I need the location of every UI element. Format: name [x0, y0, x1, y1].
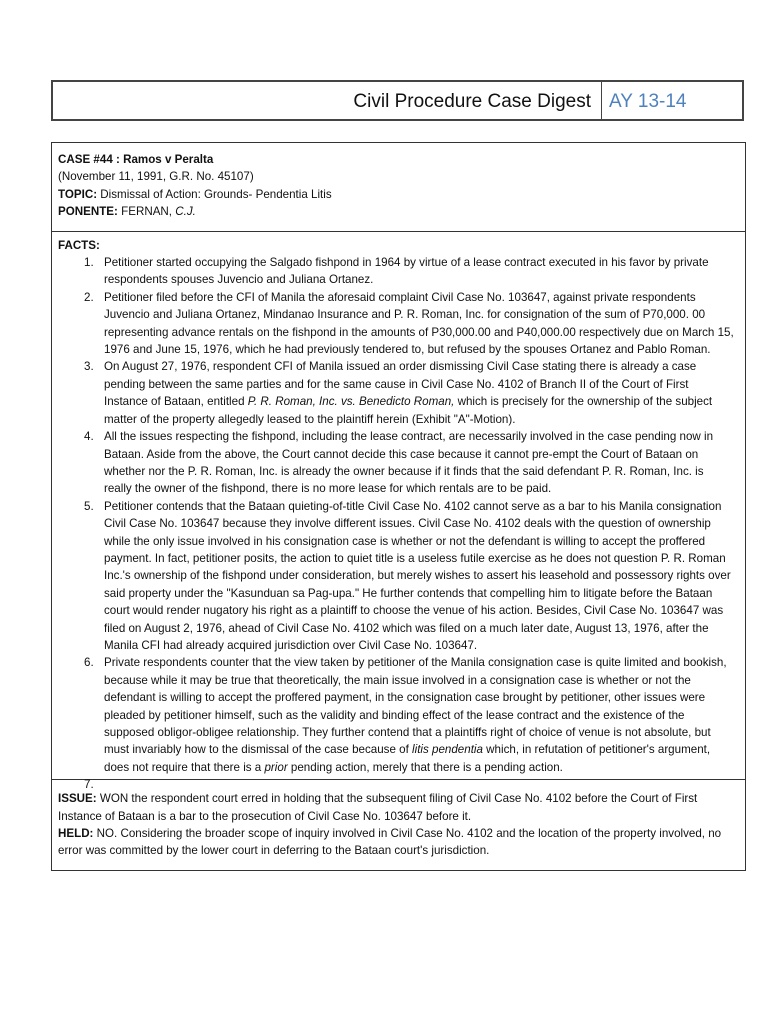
- held-text: NO. Considering the broader scope of inquiry involved in Civil Case No. 4102 and the location of the property involved, no error was committed by the lower court in deferring to the Bataan court's jurisdiction.: [58, 827, 722, 858]
- issue-text: WON the respondent court erred in holding that the subsequent filing of Civil Case No. 4102 before the Court of First Instance of Bataan is a bar to the prosecution of Civil Case No. 103647 before it.: [58, 792, 698, 823]
- case-label: CASE #44 : Ramos v Peralta: [58, 153, 214, 166]
- fact-number: 2.: [84, 290, 94, 304]
- digest-header: [51, 80, 744, 121]
- ponente-label: PONENTE:: [58, 205, 118, 219]
- fact-text: All the issues respecting the fishpond, including the lease contract, are necessarily involved in the case pending now in Bataan. Aside from the above, the Court cannot decide this case because it cannot pre-empt the Court of Bataan on whether nor the P. R. Roman, Inc. is already the owner because if it finds that the said defendant P. R. Roman, Inc. is really the owner of the fishpond, there is no more lease for which rentals are to be paid.: [104, 430, 714, 496]
- academic-year: AY 13-14: [609, 91, 687, 112]
- digest-title: Civil Procedure Case Digest: [53, 82, 602, 119]
- ponente-name: FERNAN,: [117, 205, 176, 219]
- held-paragraph: [58, 825, 738, 860]
- topic-value: Dismissal of Action: Grounds- Pendentia Litis: [97, 187, 332, 201]
- fact-italic-text: P. R. Roman, Inc. vs. Benedicto Roman,: [247, 395, 455, 409]
- fact-text: Petitioner contends that the Bataan quieting-of-title Civil Case No. 4102 cannot serve as a bar to his Manila consignation Civil Case No. 103647 because they involve different issues. Civil Case No. 4102 deals with the question of ownership while the only issue involved in his consignation case is whether or not the defendant is willing to accept the proffered payment. In fact, petitioner posits, the action to quiet title is a useless futile exercise as he does not question P. R. Roman Inc.'s ownership of the fishpond under consideration, but merely wishes to assert his leasehold and possessory rights over said property under the "Kasunduan sa Pag-upa." He further contends that compelling him to litigate before the Bataan court would render nugatory his right as a plaintiff to choose the venue of his action. Besides, Civil Case No. 103647 was filed on August 2, 1976, ahead of Civil Case No. 4102 which was filed on a much later date, August 13, 1976, after the Manila CFI had already acquired jurisdiction over Civil Case No. 103647.: [104, 499, 731, 652]
- fact-number: 7.: [84, 778, 94, 792]
- held-label: HELD:: [58, 827, 94, 841]
- fact-number: 3.: [84, 360, 94, 374]
- fact-number: 5.: [84, 499, 94, 513]
- facts-list: [58, 254, 738, 792]
- case-digest-table: [51, 142, 746, 871]
- case-date-line: (November 11, 1991, G.R. No. 45107): [58, 170, 254, 184]
- issue-held-section: [52, 779, 745, 870]
- fact-text: Private respondents counter that the view taken by petitioner of the Manila consignation case is quite limited and bookish, because while it may be true that theoretically, the main issue involved in a consignation case is whether or not the defendant is willing to accept the proffered payment, in the consignation case brought by petitioner, other issues were pleaded by petitioner himself, such as the validity and binding effect of the lease contract and the existence of the supposed obligor-obligee relationship. They further contend that a plaintiffs right of choice of venue is not absolute, but must invariably how to the dismissal of the case because of: [104, 656, 727, 757]
- fact-italic-text: prior: [264, 760, 288, 774]
- fact-item: [58, 254, 738, 289]
- fact-number: 4.: [84, 430, 94, 444]
- fact-item: [58, 498, 738, 655]
- fact-item: [58, 654, 738, 776]
- case-topic: [58, 186, 738, 203]
- fact-text: which is precisely for the ownership of the subject matter of the property allegedly leased to the plaintiff herein (Exhibit "A"-Motion).: [104, 395, 713, 426]
- fact-number: 1.: [84, 256, 94, 270]
- fact-text: Petitioner started occupying the Salgado fishpond in 1964 by virtue of a lease contract executed in his favor by private respondents spouses Juvencio and Juliana Ortanez.: [104, 256, 709, 287]
- fact-item: [58, 358, 738, 428]
- topic-label: TOPIC:: [58, 187, 98, 201]
- fact-text: which, in refutation of petitioner's argument, does not require that there is a: [104, 743, 711, 774]
- fact-item: [58, 428, 738, 498]
- fact-text: On August 27, 1976, respondent CFI of Manila issued an order dismissing Civil Case stating there is already a case pending between the same parties and for the same cause in Civil Case No. 4102 of Branch II of the Court of First Instance of Bataan, entitled: [104, 360, 697, 409]
- facts-label: FACTS:: [58, 238, 100, 252]
- ponente-title: C.J.: [175, 205, 196, 219]
- fact-item: [58, 289, 738, 359]
- facts-section: [52, 231, 745, 792]
- fact-text: pending action, merely that there is a pending action.: [287, 760, 563, 774]
- fact-text: Petitioner filed before the CFI of Manila the aforesaid complaint Civil Case No. 103647, against private respondents Juvencio and Juliana Ortanez, Mindanao Insurance and P. R. Roman, Inc. for consignation of the sum of P70,000. 00 representing advance rentals on the fishpond in the amounts of P30,000.00 and P40,000.00 respectively due on March 15, 1976 and June 15, 1976, which he had previously tendered to, but refused by the spouses Ortanez and Pablo Roman.: [104, 290, 734, 357]
- fact-italic-text: litis pendentia: [412, 743, 483, 757]
- issue-paragraph: [58, 790, 738, 825]
- issue-label: ISSUE:: [58, 792, 97, 806]
- case-info-section: [52, 143, 745, 231]
- fact-number: 6.: [84, 656, 94, 670]
- case-ponente: [58, 203, 738, 220]
